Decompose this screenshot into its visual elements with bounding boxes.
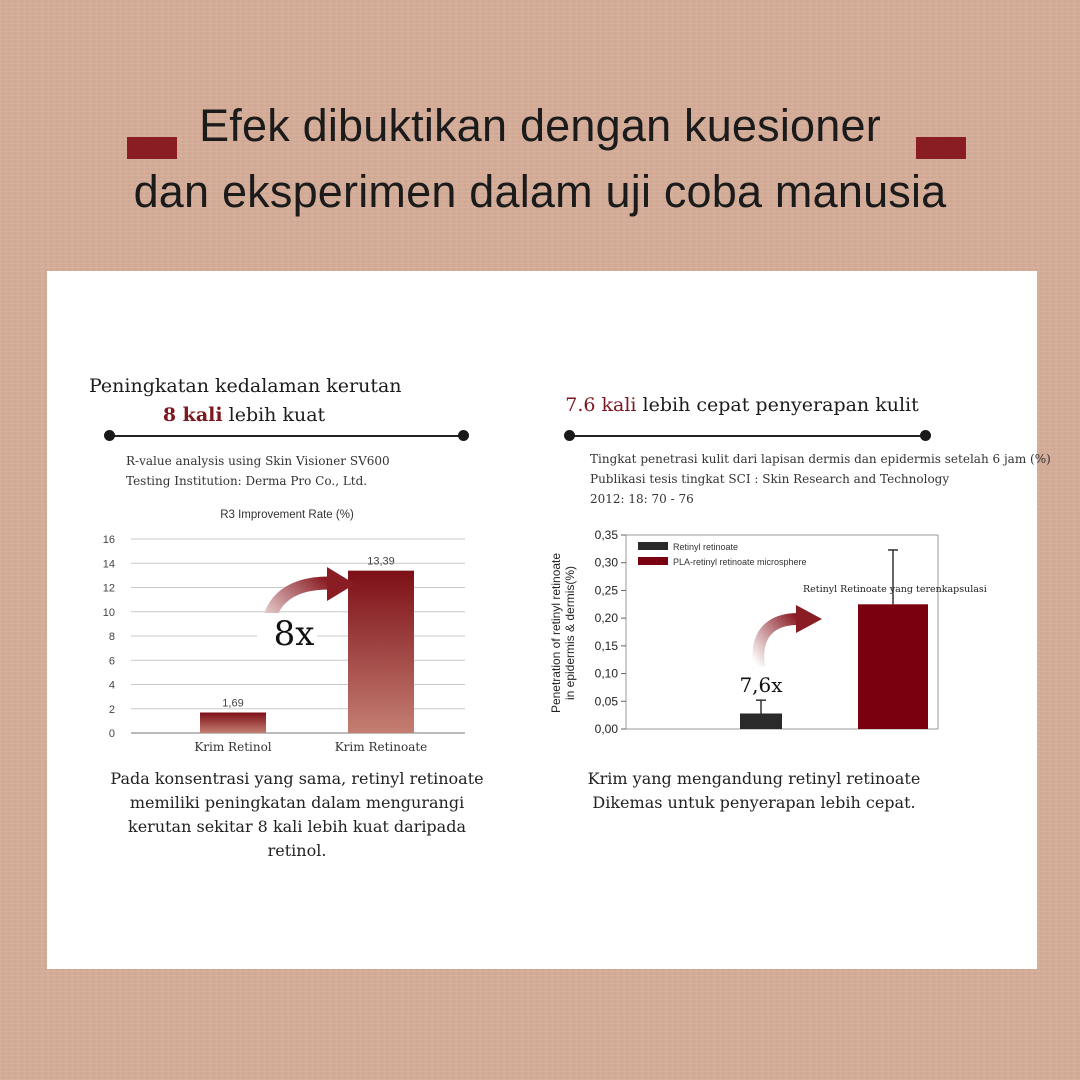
x-tick-label: Krim Retinoate (334, 740, 428, 754)
y-tick-label: 0,20 (594, 611, 618, 626)
y-tick-label: 14 (102, 558, 115, 571)
right-title (532, 394, 952, 416)
y-axis-label-line-1: Penetration of retinyl retinoate (549, 552, 563, 714)
y-tick-label: 0,05 (594, 694, 618, 709)
right-divider (569, 435, 925, 437)
bar-value-label: 1,69 (222, 697, 244, 710)
legend-label-retinyl: Retinyl retinoate (673, 542, 739, 552)
left-title-line-2 (89, 404, 399, 426)
y-tick-label: 0,25 (594, 583, 618, 598)
y-tick-label: 10 (102, 606, 115, 619)
bar-1 (200, 713, 266, 733)
left-title-rest: lebih kuat (222, 404, 326, 426)
left-multiplier: 8x (273, 614, 315, 654)
y-tick-label: 0,30 (594, 555, 618, 570)
right-info-line-1: Tingkat penetrasi kulit dari lapisan dermis dan epidermis setelah 6 jam (%) (590, 452, 1051, 466)
y-tick-label: 0,35 (594, 528, 618, 542)
y-tick-label: 0,10 (594, 666, 618, 681)
y-tick-label: 12 (102, 582, 115, 595)
left-divider (109, 435, 463, 437)
right-caption: Krim yang mengandung retinyl retinoate Dikemas untuk penyerapan lebih cepat. (587, 769, 921, 812)
y-tick-label: 0 (108, 728, 115, 740)
bar-value-label: 13,39 (367, 555, 395, 568)
right-multiplier: 7,6x (739, 673, 783, 697)
y-tick-label: 6 (108, 655, 115, 668)
legend-swatch-pla (638, 557, 668, 565)
chart-title: R3 Improvement Rate (%) (220, 509, 354, 521)
headline-line-2: dan eksperimen dalam uji coba manusia (133, 166, 947, 217)
legend-swatch-retinyl (638, 542, 668, 550)
encapsulated-annotation: Retinyl Retinoate yang terenkapsulasi (803, 584, 987, 595)
y-tick-label: 2 (108, 703, 115, 716)
penetration-chart (542, 521, 987, 741)
y-tick-label: 16 (102, 534, 115, 546)
y-tick-label: 0,15 (594, 638, 618, 653)
arrow-head-icon-right (796, 605, 822, 633)
bar-2 (348, 571, 414, 733)
x-tick-label: Krim Retinol (194, 740, 272, 754)
left-info-line-2: Testing Institution: Derma Pro Co., Ltd. (126, 474, 368, 488)
right-divider-dot-end (920, 430, 931, 441)
curved-arrow-icon-right (758, 619, 798, 667)
left-info-line-1: R-value analysis using Skin Visioner SV600 (126, 454, 390, 468)
content-card (47, 271, 1051, 969)
left-caption: Pada konsentrasi yang sama, retinyl retinoate memiliki peningkatan dalam mengurangi kerutan sekitar 8 kali lebih kuat daripada retinol. (110, 769, 484, 860)
left-title-accent: 8 kali (162, 404, 223, 426)
right-title-rest: lebih cepat penyerapan kulit (636, 394, 919, 416)
right-divider-dot-start (564, 430, 575, 441)
headline-line-1: Efek dibuktikan dengan kuesioner (199, 100, 881, 151)
right-info-line-3: 2012: 18: 70 - 76 (590, 492, 694, 506)
y-tick-label: 4 (108, 679, 115, 692)
bar-1 (740, 713, 782, 729)
y-tick-label: 8 (108, 631, 115, 643)
left-divider-dot-end (458, 430, 469, 441)
right-title-accent: 7.6 kali (565, 394, 637, 416)
right-info-line-2: Publikasi tesis tingkat SCI : Skin Research and Technology (590, 472, 950, 486)
y-tick-label: 0,00 (594, 722, 618, 736)
r3-improvement-chart (97, 501, 487, 761)
left-title-line-1: Peningkatan kedalaman kerutan (89, 375, 402, 397)
bar-2 (858, 604, 928, 729)
y-axis-label-line-2: in epidermis & dermis(%) (563, 565, 577, 701)
left-divider-dot-start (104, 430, 115, 441)
legend-label-pla: PLA-retinyl retinoate microsphere (673, 557, 807, 567)
